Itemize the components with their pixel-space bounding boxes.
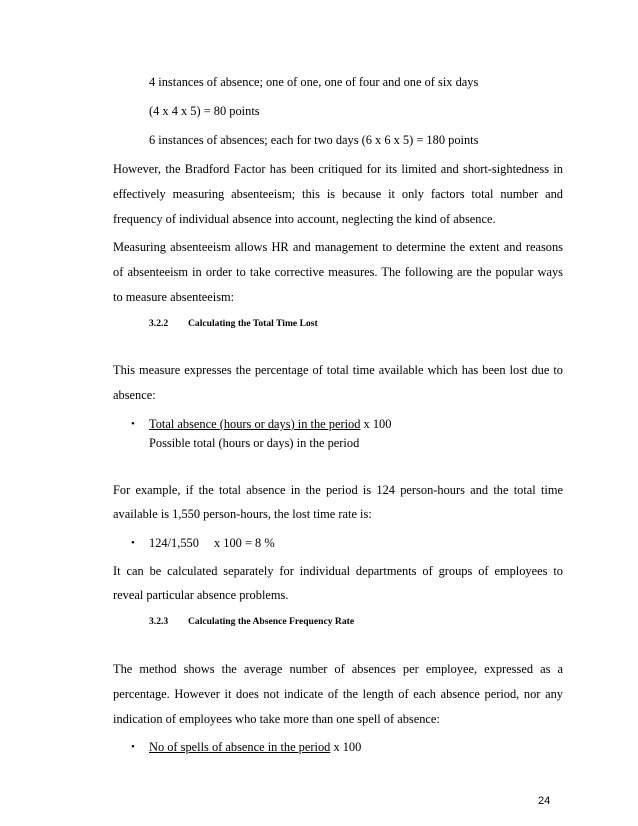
formula2-numerator: No of spells of absence in the period (149, 740, 331, 754)
bullet-icon: • (131, 741, 135, 753)
page-number: 24 (538, 795, 551, 807)
method-line-2: percentage. However it does not indicate of the length of each absence period, nor any (113, 687, 563, 701)
example-para-line-2: available is 1,550 person-hours, the lost time rate is: (113, 507, 372, 521)
calc-result: x 100 = 8 % (214, 536, 275, 550)
example-line-1: 4 instances of absence; one of one, one of four and one of six days (149, 75, 479, 89)
measure-line-2: absence: (113, 388, 156, 402)
critique-line-1: However, the Bradford Factor has been critiqued for its limited and short-sightedness in (113, 162, 563, 176)
bullet-icon: • (131, 537, 135, 549)
formula2-line (149, 740, 361, 754)
measuring-line-3: to measure absenteeism: (113, 290, 235, 304)
formula1-numerator: Total absence (hours or days) in the period (149, 417, 361, 431)
formula1-line (149, 417, 391, 431)
section-322-title: Calculating the Total Time Lost (188, 318, 318, 329)
example-line-3: 6 instances of absences; each for two days (6 x 6 x 5) = 180 points (149, 133, 479, 147)
formula2-multiplier: x 100 (330, 740, 362, 754)
measuring-line-2: of absenteeism in order to take corrective measures. The following are the popular ways (113, 265, 563, 279)
critique-line-2: effectively measuring absenteeism; this is because it only factors total number and (113, 187, 563, 201)
formula1-multiplier: x 100 (360, 417, 392, 431)
section-323-number: 3.2.3 (149, 616, 169, 627)
calc-fraction: 124/1,550 (149, 536, 199, 550)
critique-line-3: frequency of individual absence into account, neglecting the kind of absence. (113, 212, 496, 226)
example-line-2: (4 x 4 x 5) = 80 points (149, 104, 260, 118)
bullet-icon: • (131, 418, 135, 430)
section-322-number: 3.2.2 (149, 318, 169, 329)
method-line-3: indication of employees who take more than one spell of absence: (113, 712, 440, 726)
calc-sep-line-2: reveal particular absence problems. (113, 588, 289, 602)
calc-sep-line-1: It can be calculated separately for individual departments of groups of employees to (113, 564, 563, 578)
measure-line-1: This measure expresses the percentage of total time available which has been lost due to (113, 363, 563, 377)
example-para-line-1: For example, if the total absence in the period is 124 person-hours and the total time (113, 483, 563, 497)
section-323-title: Calculating the Absence Frequency Rate (188, 616, 355, 627)
formula1-denominator: Possible total (hours or days) in the period (149, 436, 360, 450)
method-line-1: The method shows the average number of absences per employee, expressed as a (113, 662, 563, 676)
measuring-line-1: Measuring absenteeism allows HR and management to determine the extent and reasons (113, 240, 563, 254)
